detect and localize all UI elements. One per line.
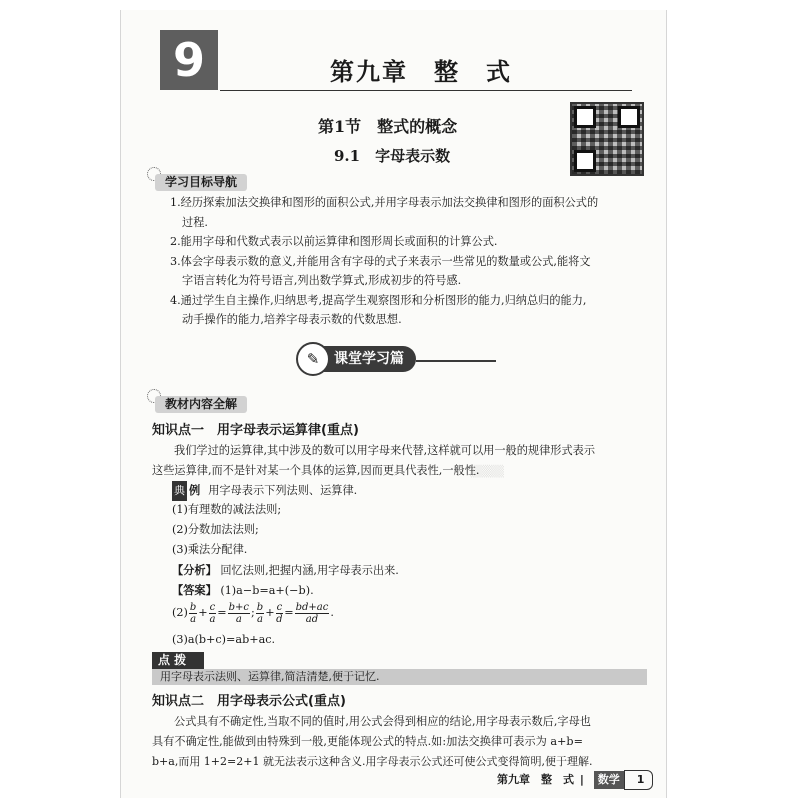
kp2-paragraph-line: 公式具有不确定性,当取不同的值时,用公式会得到相应的结论,用字母表示数后,字母也 <box>174 715 591 728</box>
chapter-title: 第九章 整 式 <box>330 58 512 86</box>
example-answer-2: (2) $\frac{b}{a}$ + $\frac{c}{a}$ = $\frac{b+c}{a}$ ; $\frac{b}{a}$ + $\frac{c}{d}$ = $\frac{bd+ac}{ad}$ . <box>172 601 334 625</box>
analysis-label: 【分析】 <box>172 563 217 577</box>
pen-icon: ✎ <box>296 342 330 376</box>
example-tag-rest: 例 <box>189 483 201 497</box>
footer-subject: 数学 <box>594 771 624 789</box>
kp1-paragraph-line: 我们学过的运算律,其中涉及的数可以用字母来代替,这样就可以用一般的规律形式表示 <box>174 444 596 457</box>
tip-text: 用字母表示法则、运算律,简洁清楚,便于记忆. <box>160 670 380 683</box>
example-question-1: (1)有理数的减法法则; <box>172 503 282 516</box>
analysis-text: 回忆法则,把握内涵,用字母表示出来. <box>220 564 399 577</box>
example-answer-3: (3)a(b+c)=ab+ac. <box>172 633 276 646</box>
example-answer-1 <box>172 580 314 601</box>
example-prompt: 用字母表示下列法则、运算律. <box>208 484 358 497</box>
kp2-paragraph-line: b+a,而用 1+2=2+1 就无法表示这种含义.用字母表示公式还可使公式变得简明,便于理解. <box>152 755 593 768</box>
goal-line: 2.能用字母和代数式表示以前运算律和图形周长或面积的计算公式. <box>170 235 498 248</box>
tip-label: 点 拨 <box>152 652 204 669</box>
example-tag: 典 <box>172 481 187 501</box>
subsection-title: 9.1 字母表示数 <box>334 147 451 165</box>
kp2-paragraph-line: 具有不确定性,能做到由特殊到一般,更能体现公式的特点.如:加法交换律可表示为 a+b= <box>152 735 583 748</box>
bleed-through-text: ▒▒▒▒ <box>470 465 504 478</box>
section-title: 第1节 整式的概念 <box>318 117 458 136</box>
footer-chapter: 第九章 整 式 <box>497 773 574 786</box>
page-footer: 第九章 整 式 | 数学 1 <box>497 770 653 790</box>
answer-1-text: (1)a−b=a+(−b). <box>220 584 314 597</box>
answer-label: 【答案】 <box>172 583 217 597</box>
qr-code-icon[interactable] <box>570 102 644 176</box>
classroom-banner-line <box>416 360 496 362</box>
example-question-2: (2)分数加法法则; <box>172 523 259 536</box>
goal-line: 1.经历探索加法交换律和图形的面积公式,并用字母表示加法交换律和图形的面积公式的 <box>170 196 599 209</box>
kp1-paragraph-line: 这些运算律,而不是针对某一个具体的运算,因而更具代表性,一般性. <box>152 464 480 477</box>
example-question-3: (3)乘法分配律. <box>172 543 248 556</box>
knowledge-point-1-title: 知识点一 用字母表示运算律(重点) <box>152 423 359 438</box>
example-analysis <box>172 560 399 581</box>
classroom-banner: 课堂学习篇 <box>300 346 416 372</box>
goal-line: 过程. <box>182 215 208 229</box>
page-number: 1 <box>624 770 654 790</box>
goals-list <box>170 193 648 330</box>
example-header <box>172 480 357 501</box>
knowledge-point-2-title: 知识点二 用字母表示公式(重点) <box>152 694 346 709</box>
goal-line: 3.体会字母表示数的意义,并能用含有字母的式子来表示一些常见的数量或公式,能将文 <box>170 254 591 268</box>
goals-banner: 学习目标导航 <box>155 174 247 191</box>
chapter-divider <box>220 90 632 91</box>
chapter-number-box: 9 <box>160 30 218 90</box>
answer-2-prefix: (2) <box>172 606 188 619</box>
goal-line: 字语言转化为符号语言,列出数学算式,形成初步的符号感. <box>182 274 462 287</box>
goal-line: 4.通过学生自主操作,归纳思考,提高学生观察图形和分析图形的能力,归纳总归的能力, <box>170 293 587 307</box>
goal-line: 动手操作的能力,培养字母表示数的代数思想. <box>182 313 402 326</box>
content-banner: 教材内容全解 <box>155 396 247 413</box>
